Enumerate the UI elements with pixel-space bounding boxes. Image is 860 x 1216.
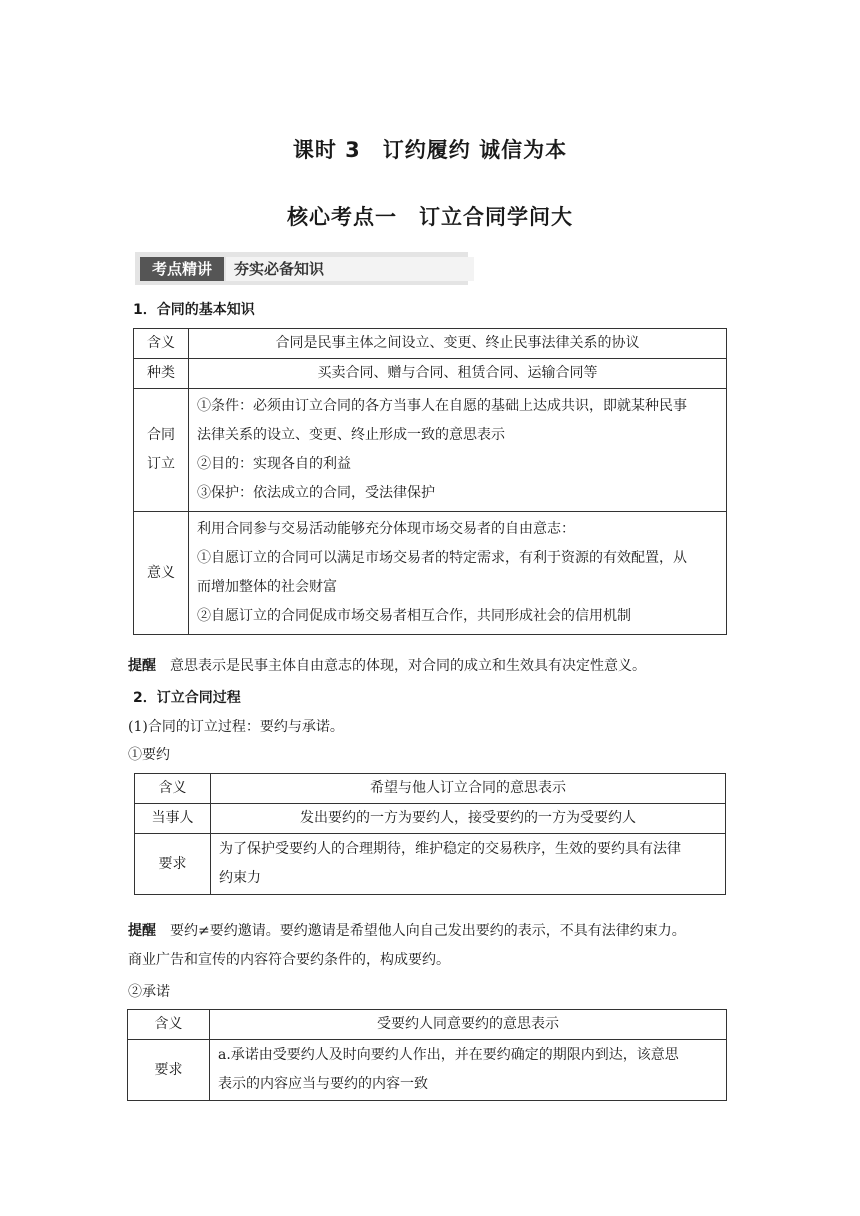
text-line: 利用合同参与交易活动能够充分体现市场交易者的自由意志：	[197, 521, 575, 537]
tip-text-continued: 商业广告和宣传的内容符合要约条件的，构成要约。	[128, 952, 450, 968]
section-title: 核心考点一 订立合同学问大	[287, 205, 573, 229]
text-line: ①条件：必须由订立合同的各方当事人在自愿的基础上达成共识，即就某种民事	[197, 398, 687, 414]
row-header: 当事人	[135, 804, 211, 834]
table-row	[134, 359, 727, 389]
table-row	[128, 1040, 727, 1101]
row-value	[210, 1040, 727, 1101]
row-header: 含义	[128, 1010, 210, 1040]
subheading-acceptance: ②承诺	[128, 984, 170, 1000]
row-value: 受要约人同意要约的意思表示	[210, 1010, 727, 1040]
tip-text: 意思表示是民事主体自由意志的体现，对合同的成立和生效具有决定性意义。	[170, 658, 646, 674]
text-line: ①自愿订立的合同可以满足市场交易者的特定需求，有利于资源的有效配置，从	[197, 550, 687, 566]
row-value: 发出要约的一方为要约人，接受要约的一方为受要约人	[211, 804, 726, 834]
table-row	[134, 512, 727, 635]
knowledge-banner	[135, 252, 468, 285]
contract-basics-table	[133, 328, 727, 635]
text-line: ③保护：依法成立的合同，受法律保护	[197, 485, 435, 501]
row-header: 意义	[134, 512, 189, 635]
tip-label: 提醒	[128, 658, 156, 674]
text-line: 法律关系的设立、变更、终止形成一致的意思表示	[197, 427, 505, 443]
row-header: 要求	[135, 834, 211, 895]
text-line: a.承诺由受要约人及时向要约人作出，并在要约确定的期限内到达，该意思	[218, 1047, 679, 1063]
tip-note	[128, 652, 646, 681]
banner-label: 考点精讲	[140, 257, 224, 281]
row-header: 含义	[134, 329, 189, 359]
table-row	[135, 774, 726, 804]
row-value: 希望与他人订立合同的意思表示	[211, 774, 726, 804]
text-line: 而增加整体的社会财富	[197, 579, 337, 595]
tip-text: 要约≠要约邀请。要约邀请是希望他人向自己发出要约的表示，不具有法律约束力。	[170, 923, 686, 939]
acceptance-table	[127, 1009, 727, 1101]
text-line: ②目的：实现各自的利益	[197, 456, 351, 472]
row-value: 买卖合同、赠与合同、租赁合同、运输合同等	[189, 359, 727, 389]
offer-table	[134, 773, 726, 895]
table-row	[135, 834, 726, 895]
heading-contract-basics: 1．合同的基本知识	[133, 302, 255, 318]
lesson-title: 课时 3 订约履约 诚信为本	[292, 138, 568, 162]
banner-subtitle: 夯实必备知识	[226, 257, 474, 281]
table-row	[135, 804, 726, 834]
table-row	[134, 329, 727, 359]
row-header: 要求	[128, 1040, 210, 1101]
row-value	[189, 512, 727, 635]
heading-contract-process: 2．订立合同过程	[133, 690, 241, 706]
row-header-line: 订立	[147, 456, 175, 472]
row-header	[134, 389, 189, 512]
text-line: ②自愿订立的合同促成市场交易者相互合作，共同形成社会的信用机制	[197, 608, 631, 624]
text-line: 约束力	[219, 870, 261, 886]
row-value	[211, 834, 726, 895]
row-value	[189, 389, 727, 512]
text-line: 表示的内容应当与要约的内容一致	[218, 1076, 428, 1092]
row-header: 种类	[134, 359, 189, 389]
subheading-process: (1)合同的订立过程：要约与承诺。	[128, 719, 344, 735]
table-row	[134, 389, 727, 512]
subheading-offer: ①要约	[128, 747, 170, 763]
tip-note	[128, 917, 686, 975]
row-header-line: 合同	[147, 427, 175, 443]
tip-label: 提醒	[128, 923, 156, 939]
table-row	[128, 1010, 727, 1040]
text-line: 为了保护受要约人的合理期待，维护稳定的交易秩序，生效的要约具有法律	[219, 841, 681, 857]
row-header: 含义	[135, 774, 211, 804]
row-value: 合同是民事主体之间设立、变更、终止民事法律关系的协议	[189, 329, 727, 359]
